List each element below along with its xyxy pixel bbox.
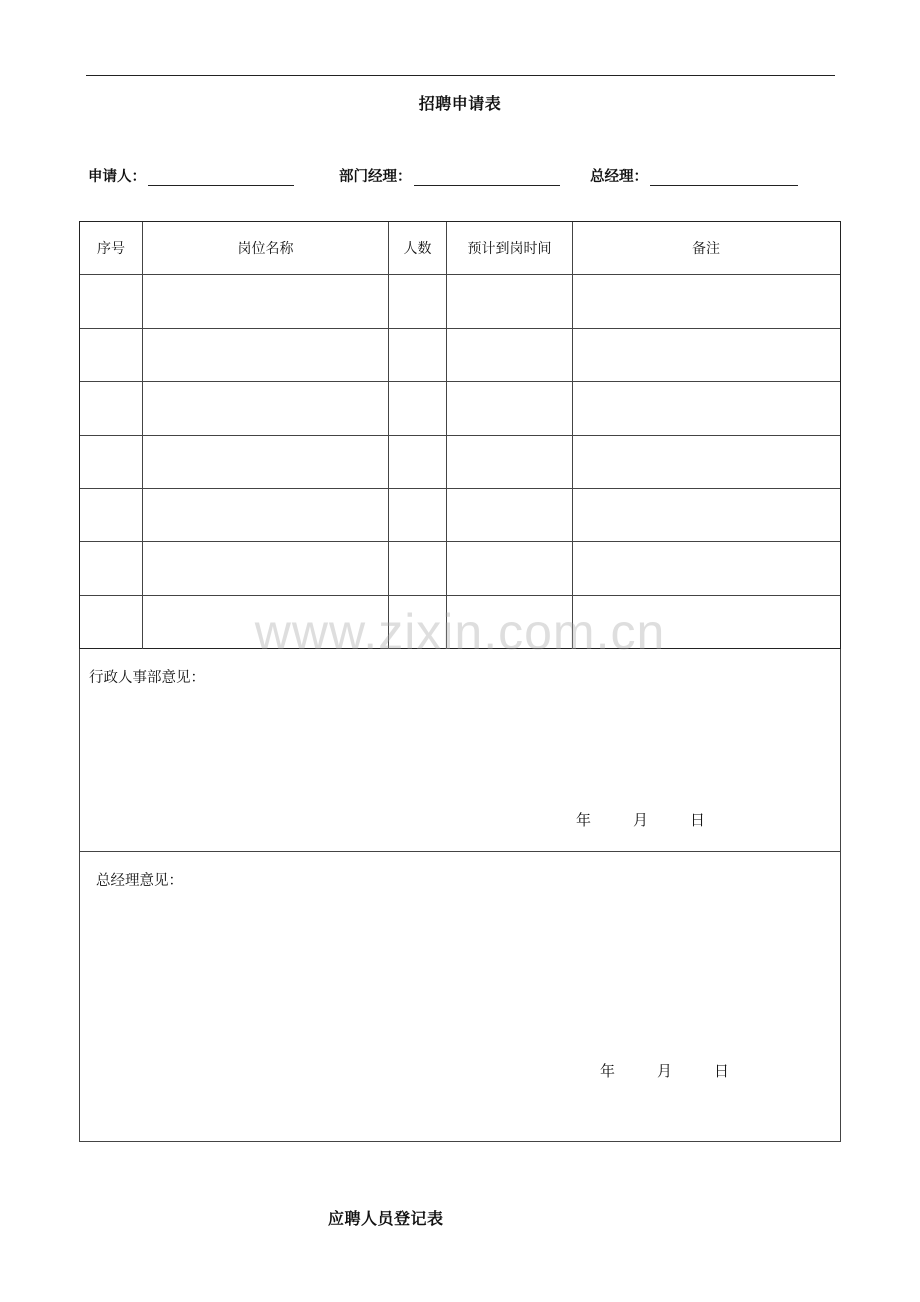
cell-position[interactable] [143, 542, 389, 594]
table-row [80, 329, 840, 382]
cell-index[interactable] [80, 436, 143, 488]
cell-position[interactable] [143, 436, 389, 488]
hr-opinion-label: 行政人事部意见： [89, 670, 205, 686]
cell-index[interactable] [80, 489, 143, 541]
cell-headcount[interactable] [389, 275, 447, 327]
header-remarks: 备注 [692, 241, 720, 258]
document-title: 招聘申请表 [418, 94, 502, 113]
cell-headcount[interactable] [389, 329, 447, 381]
dept-manager-label: 部门经理： [339, 169, 412, 185]
general-manager-label: 总经理： [590, 169, 648, 185]
cell-position[interactable] [143, 489, 389, 541]
cell-headcount[interactable] [389, 436, 447, 488]
cell-remarks[interactable] [573, 329, 839, 381]
cell-remarks[interactable] [573, 436, 839, 488]
cell-arrival-time[interactable] [447, 275, 573, 327]
hr-opinion-box[interactable] [79, 649, 841, 852]
table-row [80, 542, 840, 595]
cell-headcount[interactable] [389, 382, 447, 434]
header-position: 岗位名称 [143, 222, 389, 274]
cell-remarks[interactable] [573, 275, 839, 327]
applicant-label: 申请人： [88, 169, 146, 185]
cell-position[interactable] [143, 275, 389, 327]
cell-remarks[interactable] [573, 382, 839, 434]
cell-index[interactable] [80, 275, 143, 327]
cell-headcount[interactable] [389, 542, 447, 594]
header-headcount: 人数 [389, 222, 447, 274]
table-header-row [80, 222, 840, 275]
cell-arrival-time[interactable] [447, 382, 573, 434]
cell-headcount[interactable] [389, 489, 447, 541]
header-arrival-time: 预计到岗时间 [447, 222, 573, 274]
cell-position[interactable] [143, 596, 389, 649]
dept-manager-field[interactable] [414, 167, 560, 186]
gm-opinion-box[interactable] [79, 852, 841, 1142]
applicant-signature [88, 164, 294, 186]
date-month-label: 月 [657, 1062, 673, 1080]
table-row [80, 275, 840, 328]
cell-headcount[interactable] [389, 596, 447, 649]
date-month-label: 月 [633, 811, 649, 829]
header-index: 序号 [80, 222, 143, 274]
general-manager-field[interactable] [650, 167, 798, 186]
cell-arrival-time[interactable] [447, 596, 573, 649]
table-row [80, 489, 840, 542]
cell-index[interactable] [80, 542, 143, 594]
date-day-label: 日 [690, 811, 706, 829]
date-day-label: 日 [714, 1062, 730, 1080]
date-year-label: 年 [600, 1062, 616, 1080]
table-row [80, 382, 840, 435]
applicant-field[interactable] [148, 167, 294, 186]
cell-arrival-time[interactable] [447, 329, 573, 381]
gm-opinion-date [600, 1060, 771, 1081]
table-row [80, 596, 840, 649]
recruitment-table [79, 221, 841, 649]
cell-remarks[interactable] [573, 542, 839, 594]
cell-arrival-time[interactable] [447, 542, 573, 594]
general-manager-signature [590, 164, 798, 186]
cell-index[interactable] [80, 596, 143, 649]
cell-index[interactable] [80, 382, 143, 434]
next-form-title: 应聘人员登记表 [328, 1209, 444, 1228]
date-year-label: 年 [576, 811, 592, 829]
gm-opinion-label: 总经理意见： [96, 873, 183, 889]
dept-manager-signature [339, 164, 560, 186]
cell-arrival-time[interactable] [447, 489, 573, 541]
cell-remarks[interactable] [573, 489, 839, 541]
hr-opinion-date [576, 809, 747, 830]
cell-index[interactable] [80, 329, 143, 381]
cell-remarks[interactable] [573, 596, 839, 649]
cell-position[interactable] [143, 329, 389, 381]
table-row [80, 436, 840, 489]
cell-position[interactable] [143, 382, 389, 434]
watermark: www.zixin.com.cn [254, 604, 666, 660]
header-rule [86, 75, 835, 76]
cell-arrival-time[interactable] [447, 436, 573, 488]
